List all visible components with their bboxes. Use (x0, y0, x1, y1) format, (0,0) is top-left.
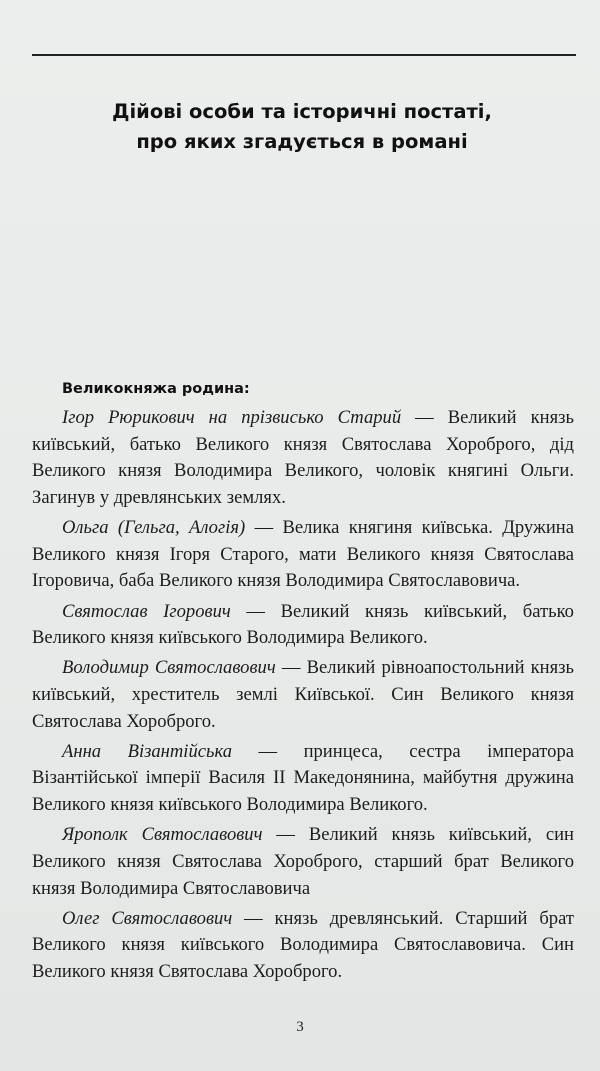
character-description: — Великий князь київський, син Великого князя Святослава Хороброго, старший брат Великого князя Володимира Святославовича (32, 824, 574, 899)
title-line-1: Дійові особи та історичні постаті, (112, 100, 492, 123)
character-description: — принцеса, сестра імператора Візантійської імперії Василя II Македонянина, майбутня дружина Великого князя київського Володимира Великого. (32, 740, 574, 816)
character-entry (32, 906, 574, 986)
character-name: Ярополк Святославович (62, 824, 263, 846)
page-number: 3 (296, 1019, 304, 1035)
character-name: Ольга (Гельга, Алогія) (62, 517, 246, 539)
character-description: — Великий рівноапостольний князь київський, хреститель землі Київської. Син Великого князя Святослава Хороброго. (32, 657, 575, 732)
character-description: — Велика княгиня київська. Дружина Великого князя Ігоря Старого, мати Великого князя Святослава Ігоровича, баба Великого князя Володимира Святославовича. (32, 517, 574, 592)
character-entry (32, 739, 574, 819)
character-entry (32, 515, 574, 595)
section-heading: Великокняжа родина: (62, 381, 250, 397)
character-name: Олег Святославович (62, 907, 233, 929)
character-name: Анна Візантійська (62, 740, 233, 762)
character-description: — князь древлянський. Старший брат Великого князя київського Володимира Святославовича. Син Великого князя Святослава Хороброго. (32, 907, 574, 982)
character-description: — Великий князь київський, батько Великого князя Святослава Хороброго, дід Великого князя Володимира Великого, чоловік княгині Ольги. Загинув у древлянських землях. (32, 407, 574, 508)
character-name: Ігор Рюрикович на прізвисько Старий (62, 407, 402, 428)
character-name: Володимир Святославович (62, 657, 276, 679)
title-line-2: про яких згадується в романі (136, 130, 468, 153)
character-entry (32, 822, 574, 902)
character-entry (32, 405, 574, 511)
header-rule (32, 54, 576, 56)
character-entry (32, 599, 574, 652)
character-entry (32, 655, 574, 735)
character-description: — Великий князь київський, батько Великого князя київського Володимира Великого. (32, 600, 574, 649)
character-list (32, 405, 574, 989)
character-name: Святослав Ігорович (62, 600, 231, 622)
page-title (30, 97, 574, 157)
